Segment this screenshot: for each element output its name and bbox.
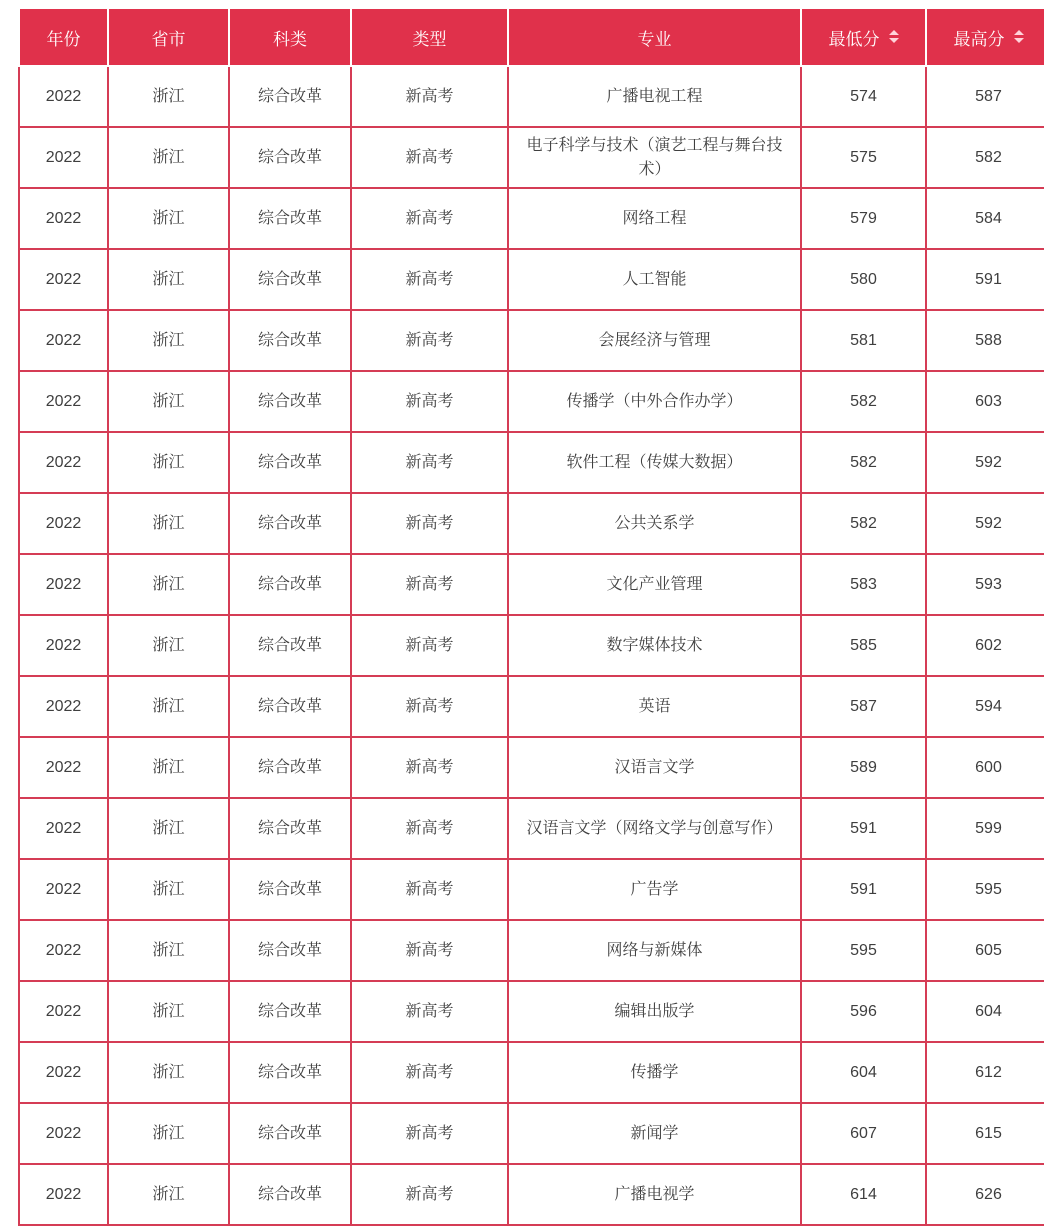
cell-province: 浙江 [108, 127, 229, 188]
cell-major: 人工智能 [508, 249, 801, 310]
cell-year: 2022 [19, 920, 108, 981]
cell-major: 网络与新媒体 [508, 920, 801, 981]
cell-province: 浙江 [108, 920, 229, 981]
column-header-min_score[interactable] [801, 8, 926, 66]
cell-year: 2022 [19, 493, 108, 554]
table-row [19, 127, 1044, 188]
cell-province: 浙江 [108, 66, 229, 127]
table-row [19, 493, 1044, 554]
cell-category: 综合改革 [229, 920, 351, 981]
sort-down-triangle-icon [889, 38, 899, 43]
table-row [19, 981, 1044, 1042]
cell-max_score: 595 [926, 859, 1044, 920]
cell-type: 新高考 [351, 615, 508, 676]
table-header-row [19, 8, 1044, 66]
cell-year: 2022 [19, 859, 108, 920]
cell-year: 2022 [19, 1103, 108, 1164]
cell-major: 新闻学 [508, 1103, 801, 1164]
cell-min_score: 591 [801, 859, 926, 920]
sort-up-triangle-icon [1014, 30, 1024, 35]
cell-min_score: 604 [801, 1042, 926, 1103]
cell-max_score: 626 [926, 1164, 1044, 1225]
cell-min_score: 614 [801, 1164, 926, 1225]
cell-year: 2022 [19, 1042, 108, 1103]
cell-min_score: 574 [801, 66, 926, 127]
cell-type: 新高考 [351, 310, 508, 371]
cell-min_score: 581 [801, 310, 926, 371]
cell-category: 综合改革 [229, 127, 351, 188]
column-label: 最高分 [953, 29, 1005, 49]
cell-year: 2022 [19, 676, 108, 737]
cell-year: 2022 [19, 188, 108, 249]
cell-category: 综合改革 [229, 66, 351, 127]
cell-max_score: 587 [926, 66, 1044, 127]
cell-year: 2022 [19, 432, 108, 493]
column-label: 省市 [151, 29, 186, 49]
cell-category: 综合改革 [229, 310, 351, 371]
cell-min_score: 589 [801, 737, 926, 798]
cell-max_score: 605 [926, 920, 1044, 981]
cell-min_score: 579 [801, 188, 926, 249]
cell-min_score: 575 [801, 127, 926, 188]
cell-max_score: 612 [926, 1042, 1044, 1103]
cell-year: 2022 [19, 615, 108, 676]
cell-year: 2022 [19, 981, 108, 1042]
cell-year: 2022 [19, 127, 108, 188]
sort-icon[interactable] [1014, 30, 1024, 43]
cell-max_score: 615 [926, 1103, 1044, 1164]
cell-province: 浙江 [108, 1042, 229, 1103]
cell-category: 综合改革 [229, 188, 351, 249]
table-body [19, 66, 1044, 1225]
cell-min_score: 585 [801, 615, 926, 676]
cell-category: 综合改革 [229, 859, 351, 920]
cell-major: 广播电视学 [508, 1164, 801, 1225]
cell-type: 新高考 [351, 920, 508, 981]
cell-max_score: 599 [926, 798, 1044, 859]
cell-type: 新高考 [351, 1164, 508, 1225]
sort-down-triangle-icon [1014, 38, 1024, 43]
cell-major: 传播学 [508, 1042, 801, 1103]
cell-province: 浙江 [108, 188, 229, 249]
cell-max_score: 588 [926, 310, 1044, 371]
cell-year: 2022 [19, 798, 108, 859]
cell-min_score: 607 [801, 1103, 926, 1164]
cell-min_score: 582 [801, 371, 926, 432]
cell-max_score: 604 [926, 981, 1044, 1042]
cell-max_score: 582 [926, 127, 1044, 188]
cell-year: 2022 [19, 310, 108, 371]
cell-province: 浙江 [108, 859, 229, 920]
cell-province: 浙江 [108, 676, 229, 737]
cell-province: 浙江 [108, 981, 229, 1042]
cell-max_score: 584 [926, 188, 1044, 249]
cell-min_score: 591 [801, 798, 926, 859]
cell-major: 广告学 [508, 859, 801, 920]
column-label: 科类 [273, 29, 307, 49]
cell-year: 2022 [19, 737, 108, 798]
table-row [19, 920, 1044, 981]
cell-type: 新高考 [351, 188, 508, 249]
cell-major: 传播学（中外合作办学） [508, 371, 801, 432]
table-row [19, 1042, 1044, 1103]
cell-min_score: 582 [801, 493, 926, 554]
cell-province: 浙江 [108, 371, 229, 432]
cell-category: 综合改革 [229, 371, 351, 432]
cell-major: 汉语言文学 [508, 737, 801, 798]
cell-province: 浙江 [108, 737, 229, 798]
cell-type: 新高考 [351, 249, 508, 310]
cell-type: 新高考 [351, 1042, 508, 1103]
cell-year: 2022 [19, 66, 108, 127]
sort-up-triangle-icon [889, 30, 899, 35]
cell-year: 2022 [19, 371, 108, 432]
cell-category: 综合改革 [229, 981, 351, 1042]
cell-major: 公共关系学 [508, 493, 801, 554]
cell-province: 浙江 [108, 1103, 229, 1164]
cell-min_score: 595 [801, 920, 926, 981]
cell-max_score: 592 [926, 432, 1044, 493]
table-row [19, 859, 1044, 920]
cell-category: 综合改革 [229, 1103, 351, 1164]
table-row [19, 432, 1044, 493]
cell-min_score: 583 [801, 554, 926, 615]
cell-category: 综合改革 [229, 737, 351, 798]
cell-type: 新高考 [351, 66, 508, 127]
sort-icon[interactable] [889, 30, 899, 43]
cell-major: 网络工程 [508, 188, 801, 249]
table-row [19, 676, 1044, 737]
cell-year: 2022 [19, 249, 108, 310]
cell-major: 编辑出版学 [508, 981, 801, 1042]
cell-max_score: 602 [926, 615, 1044, 676]
cell-major: 汉语言文学（网络文学与创意写作） [508, 798, 801, 859]
column-label: 类型 [412, 29, 447, 49]
cell-type: 新高考 [351, 127, 508, 188]
table-row [19, 249, 1044, 310]
cell-max_score: 600 [926, 737, 1044, 798]
table-row [19, 1164, 1044, 1225]
cell-type: 新高考 [351, 371, 508, 432]
cell-category: 综合改革 [229, 554, 351, 615]
column-header-max_score[interactable] [926, 8, 1044, 66]
cell-category: 综合改革 [229, 615, 351, 676]
column-header-year [19, 8, 108, 66]
cell-type: 新高考 [351, 1103, 508, 1164]
cell-category: 综合改革 [229, 798, 351, 859]
cell-category: 综合改革 [229, 1042, 351, 1103]
column-header-category [229, 8, 351, 66]
cell-max_score: 592 [926, 493, 1044, 554]
cell-major: 电子科学与技术（演艺工程与舞台技术） [508, 127, 801, 188]
cell-province: 浙江 [108, 1164, 229, 1225]
cell-major: 广播电视工程 [508, 66, 801, 127]
column-label: 专业 [637, 29, 672, 49]
column-label: 年份 [46, 29, 81, 49]
cell-year: 2022 [19, 1164, 108, 1225]
cell-major: 文化产业管理 [508, 554, 801, 615]
cell-type: 新高考 [351, 859, 508, 920]
table-row [19, 188, 1044, 249]
cell-type: 新高考 [351, 737, 508, 798]
cell-min_score: 596 [801, 981, 926, 1042]
cell-province: 浙江 [108, 798, 229, 859]
cell-category: 综合改革 [229, 249, 351, 310]
cell-category: 综合改革 [229, 493, 351, 554]
cell-type: 新高考 [351, 676, 508, 737]
cell-province: 浙江 [108, 310, 229, 371]
cell-province: 浙江 [108, 493, 229, 554]
cell-max_score: 593 [926, 554, 1044, 615]
cell-category: 综合改革 [229, 1164, 351, 1225]
table-row [19, 615, 1044, 676]
cell-max_score: 591 [926, 249, 1044, 310]
cell-type: 新高考 [351, 432, 508, 493]
cell-province: 浙江 [108, 554, 229, 615]
cell-province: 浙江 [108, 432, 229, 493]
cell-type: 新高考 [351, 798, 508, 859]
table-row [19, 371, 1044, 432]
column-header-type [351, 8, 508, 66]
table-row [19, 310, 1044, 371]
column-header-major [508, 8, 801, 66]
cell-major: 软件工程（传媒大数据） [508, 432, 801, 493]
cell-max_score: 594 [926, 676, 1044, 737]
table-row [19, 1103, 1044, 1164]
cell-type: 新高考 [351, 554, 508, 615]
cell-province: 浙江 [108, 615, 229, 676]
cell-type: 新高考 [351, 981, 508, 1042]
cell-min_score: 582 [801, 432, 926, 493]
cell-max_score: 603 [926, 371, 1044, 432]
cell-major: 英语 [508, 676, 801, 737]
cell-category: 综合改革 [229, 432, 351, 493]
table-row [19, 798, 1044, 859]
column-header-province [108, 8, 229, 66]
cell-category: 综合改革 [229, 676, 351, 737]
cell-year: 2022 [19, 554, 108, 615]
cell-major: 数字媒体技术 [508, 615, 801, 676]
column-label: 最低分 [828, 29, 880, 49]
table-row [19, 66, 1044, 127]
cell-min_score: 580 [801, 249, 926, 310]
cell-major: 会展经济与管理 [508, 310, 801, 371]
cell-type: 新高考 [351, 493, 508, 554]
table-row [19, 737, 1044, 798]
cell-province: 浙江 [108, 249, 229, 310]
cell-min_score: 587 [801, 676, 926, 737]
table-row [19, 554, 1044, 615]
admission-scores-table [18, 7, 1044, 1226]
